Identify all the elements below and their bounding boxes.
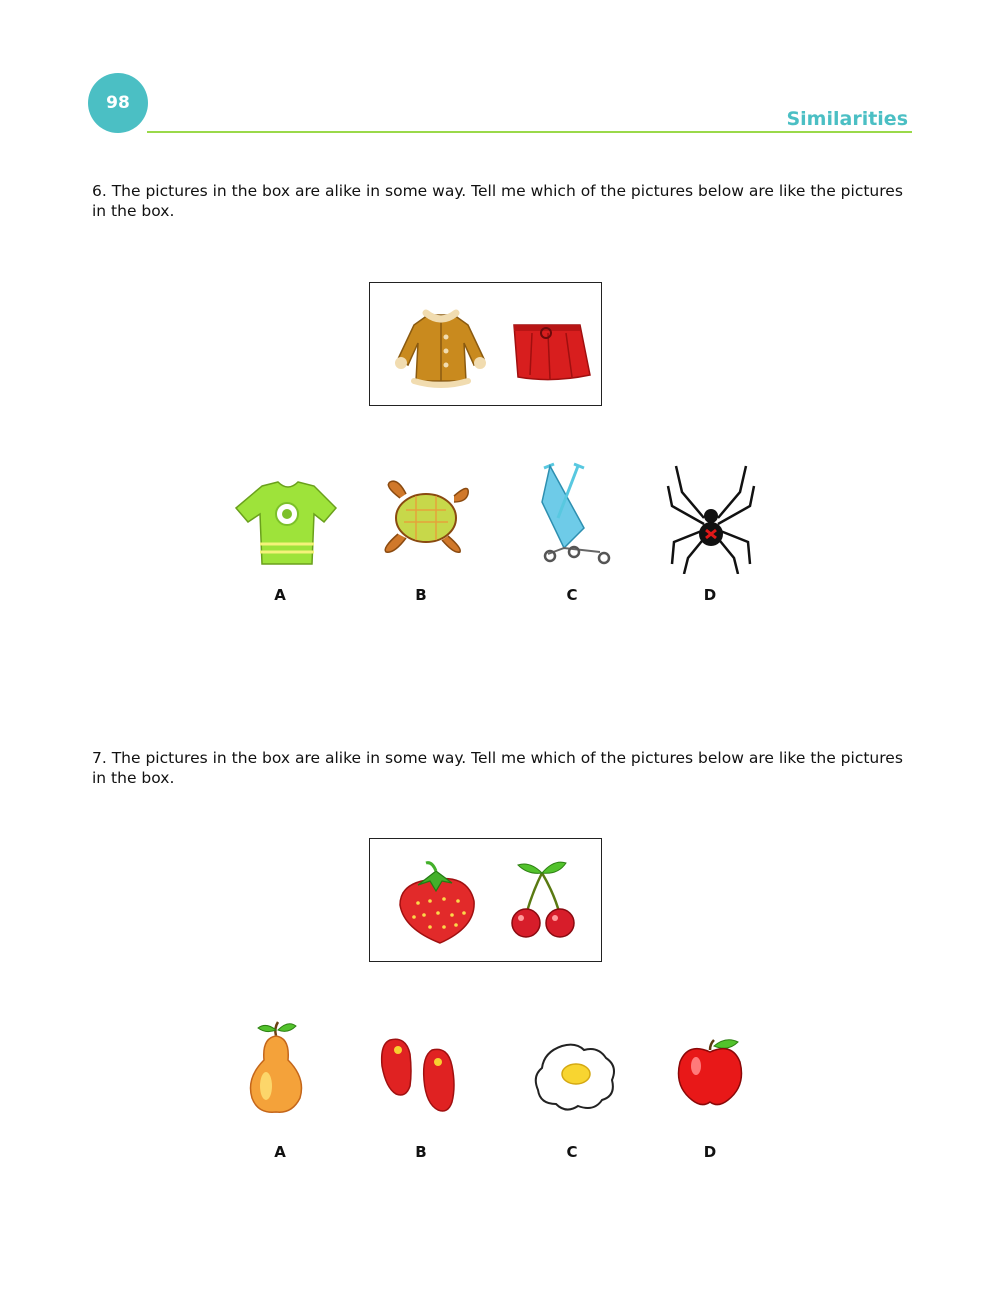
section-title: Similarities — [786, 108, 908, 130]
t-shirt-icon — [232, 478, 342, 568]
question-7-choice-b[interactable] — [376, 1036, 486, 1186]
flip-flops-icon — [376, 1036, 466, 1116]
question-7-label-a: A — [274, 1143, 286, 1161]
coat-icon — [388, 309, 494, 389]
question-6-label-d: D — [703, 586, 717, 604]
question-6-choice-a[interactable] — [232, 478, 342, 628]
question-6-label-a: A — [274, 586, 286, 604]
question-6-label-b: B — [415, 586, 427, 604]
question-6-text: 6. The pictures in the box are alike in some way. Tell me which of the pictures below are like the pictures in the box. — [92, 182, 903, 220]
apple-icon — [676, 1036, 746, 1108]
fried-egg-icon — [532, 1040, 618, 1114]
page-number: 98 — [106, 93, 130, 113]
cherries-icon — [508, 857, 578, 941]
question-7-choice-c[interactable] — [532, 1040, 642, 1190]
stroller-icon — [528, 462, 618, 568]
pear-icon — [242, 1020, 312, 1116]
question-7-choice-d[interactable] — [676, 1036, 786, 1186]
question-7-text: 7. The pictures in the box are alike in some way. Tell me which of the pictures below are like the pictures in the box. — [92, 749, 903, 787]
skirt-icon — [508, 319, 594, 385]
question-7-label-b: B — [415, 1143, 427, 1161]
question-7-example-box — [369, 838, 602, 962]
strawberry-icon — [396, 857, 480, 947]
question-6-label-c: C — [566, 586, 578, 604]
header-rule — [147, 131, 912, 133]
turtle-icon — [376, 476, 476, 556]
question-7-label-d: D — [703, 1143, 717, 1161]
question-6-example-box — [369, 282, 602, 406]
page-number-badge — [88, 73, 148, 133]
question-7-label-c: C — [566, 1143, 578, 1161]
spider-icon — [664, 464, 758, 574]
